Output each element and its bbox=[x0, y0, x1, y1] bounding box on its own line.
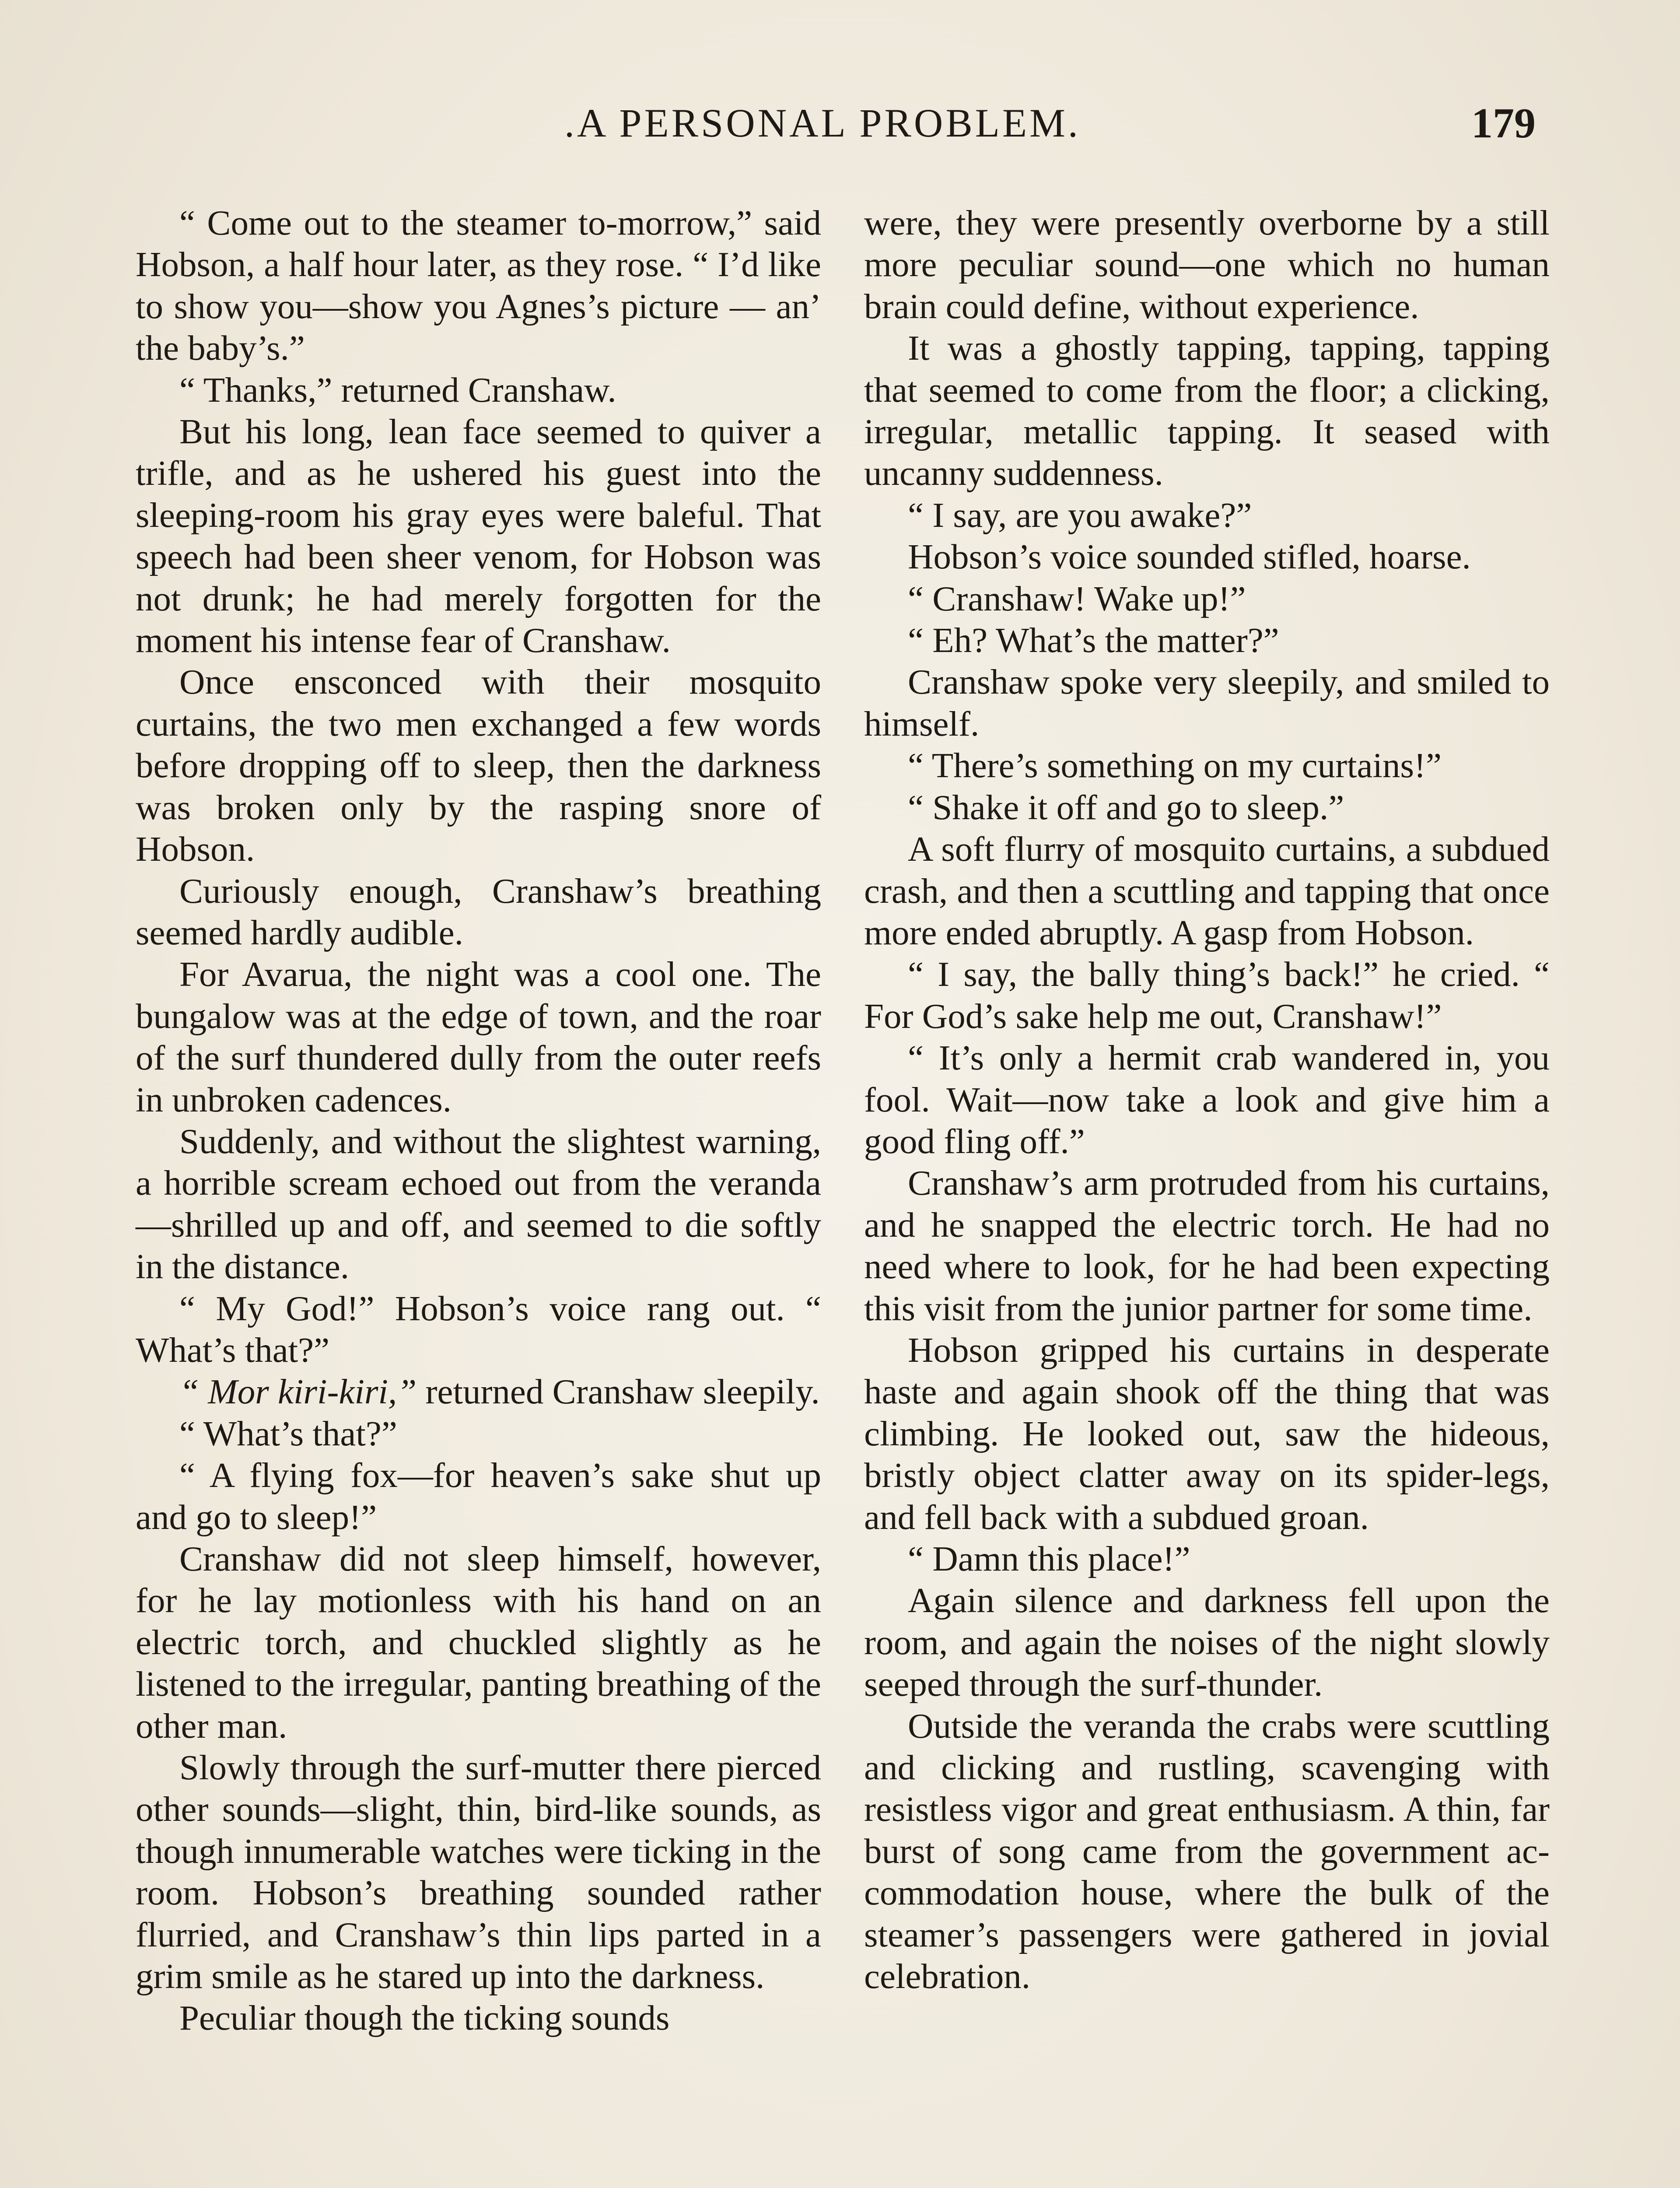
paragraph bbox=[864, 828, 1550, 954]
page-number: 179 bbox=[1471, 100, 1536, 147]
paragraph bbox=[136, 1413, 821, 1455]
paragraph-text: Hobson’s voice sounded stifled, hoarse. bbox=[908, 537, 1471, 577]
paragraph-text: were, they were presently overborne by a still more peculiar sound—one which no human brain could define, without experience. bbox=[864, 203, 1550, 326]
paragraph bbox=[136, 369, 821, 411]
paragraph bbox=[864, 1162, 1550, 1329]
paragraph-text: “ It’s only a hermit crab wandered in, you fool. Wait—now take a look and give him a good fling off.” bbox=[864, 1038, 1550, 1161]
paragraph bbox=[864, 620, 1550, 661]
paragraph-text: “ A flying fox—for heaven’s sake shut up and go to sleep!” bbox=[136, 1455, 821, 1537]
paragraph bbox=[864, 954, 1550, 1037]
paragraph-text: Cranshaw spoke very sleepily, and smiled to himself. bbox=[864, 662, 1550, 743]
paragraph-text: “ Shake it off and go to sleep.” bbox=[908, 787, 1344, 827]
paragraph-text: “ Eh? What’s the matter?” bbox=[908, 621, 1279, 660]
paragraph-text: Again silence and darkness fell upon the room, and again the noises of the night slowly seeped through the surf-thunder. bbox=[864, 1581, 1550, 1704]
paragraph bbox=[136, 1121, 821, 1288]
paragraph bbox=[136, 411, 821, 661]
paragraph-text: “ There’s something on my curtains!” bbox=[908, 746, 1442, 785]
paragraph bbox=[864, 578, 1550, 620]
paragraph bbox=[136, 1371, 821, 1413]
paragraph bbox=[864, 536, 1550, 578]
paragraph bbox=[136, 870, 821, 954]
paragraph bbox=[864, 327, 1550, 494]
paragraph-text: Outside the veranda the crabs were scuttling and clicking and rustling, scavenging with resistless vigor and great enthusiasm. A thin, far burst of song came from the government accommodation house, where the bulk of the steamer’s passengers were gathered in jovial celebration. bbox=[864, 1706, 1550, 1996]
paragraph-text: “ What’s that?” bbox=[179, 1413, 397, 1453]
paragraph-text: returned Cranshaw sleepily. bbox=[416, 1372, 820, 1412]
paragraph bbox=[136, 1997, 821, 2039]
right-column bbox=[864, 202, 1550, 1997]
paragraph bbox=[864, 1580, 1550, 1705]
paragraph-text: “ I say, the bally thing’s back!” he cried. “ For God’s sake help me out, Cranshaw!” bbox=[864, 954, 1550, 1036]
paragraph-text: “ My God!” Hobson’s voice rang out. “ What’s that?” bbox=[136, 1288, 821, 1370]
paragraph-text: “ Cranshaw! Wake up!” bbox=[908, 579, 1246, 618]
paragraph bbox=[136, 1288, 821, 1371]
paragraph bbox=[864, 202, 1550, 327]
paragraph bbox=[864, 1538, 1550, 1580]
paragraph-text: “ Thanks,” returned Cranshaw. bbox=[179, 370, 616, 410]
running-head: .A PERSONAL PROBLEM. bbox=[564, 101, 1081, 145]
paragraph bbox=[136, 202, 821, 369]
paragraph bbox=[864, 1329, 1550, 1538]
paragraph bbox=[864, 1037, 1550, 1162]
paragraph bbox=[864, 494, 1550, 536]
left-column bbox=[136, 202, 821, 2039]
paragraph bbox=[864, 1705, 1550, 1998]
paragraph-text: “ Damn this place!” bbox=[908, 1539, 1190, 1578]
paragraph-text: Slowly through the surf-mutter there pierced other sounds—slight, thin, bird-like sounds, as though innumerable watches were ticking in the room. Hobson’s breathing sounded rather flurried, and Cranshaw’s thin lips parted in a grim smile as he stared up into the darkness. bbox=[136, 1748, 821, 1996]
paragraph-text: Curiously enough, Cranshaw’s breathing seemed hardly audible. bbox=[136, 871, 821, 952]
paragraph-text: It was a ghostly tapping, tapping, tapping that seemed to come from the floor; a clicking, irregular, metallic tapping. It seased with uncanny suddenness. bbox=[864, 328, 1550, 493]
paragraph-text: Once ensconced with their mosquito curtains, the two men exchanged a few words before dropping off to sleep, then the darkness was broken only by the rasping snore of Hobson. bbox=[136, 662, 821, 869]
paragraph-text: Hobson gripped his curtains in desperate haste and again shook off the thing that was climbing. He looked out, saw the hideous, bristly object clatter away on its spider-legs, and fell back with a subdued groan. bbox=[864, 1330, 1550, 1537]
paragraph-text: Suddenly, and without the slightest warning, a horrible scream echoed out from the veranda—shrilled up and off, and seemed to die softly in the distance. bbox=[136, 1121, 821, 1287]
paragraph-text: “ I say, are you awake?” bbox=[908, 495, 1252, 535]
paragraph bbox=[136, 1538, 821, 1747]
paragraph-text: For Avarua, the night was a cool one. The bungalow was at the edge of town, and the roar of the surf thundered dully from the outer reefs in unbroken cadences. bbox=[136, 954, 821, 1119]
paragraph bbox=[136, 1747, 821, 1997]
paragraph-text: But his long, lean face seemed to quiver a trifle, and as he ushered his guest into the sleeping-room his gray eyes were baleful. That speech had been sheer venom, for Hobson was not drunk; he had merely forgotten for the moment his intense fear of Cranshaw. bbox=[136, 412, 821, 660]
paragraph bbox=[864, 787, 1550, 828]
paragraph-text: “ Come out to the steamer to-morrow,” said Hobson, a half hour later, as they rose. “ I’d like to show you—show you Agnes’s picture — an’ the baby’s.” bbox=[136, 203, 821, 368]
paragraph-text: A soft flurry of mosquito curtains, a subdued crash, and then a scuttling and tapping that once more ended abruptly. A gasp from Hobson. bbox=[864, 829, 1550, 952]
paragraph-text: Cranshaw did not sleep himself, however, for he lay motionless with his hand on an electric torch, and chuckled slightly as he listened to the irregular, panting breathing of the other man. bbox=[136, 1539, 821, 1746]
paragraph bbox=[864, 661, 1550, 745]
paragraph bbox=[136, 1455, 821, 1538]
paragraph bbox=[136, 954, 821, 1121]
paragraph bbox=[136, 661, 821, 870]
paragraph bbox=[864, 745, 1550, 786]
italic-phrase: “ Mor kiri-kiri,” bbox=[179, 1372, 417, 1412]
paragraph-text: Peculiar though the ticking sounds bbox=[179, 1998, 670, 2038]
paragraph-text: Cranshaw’s arm protruded from his curtains, and he snapped the electric torch. He had no need where to look, for he had been expecting this visit from the junior partner for some time. bbox=[864, 1163, 1550, 1328]
